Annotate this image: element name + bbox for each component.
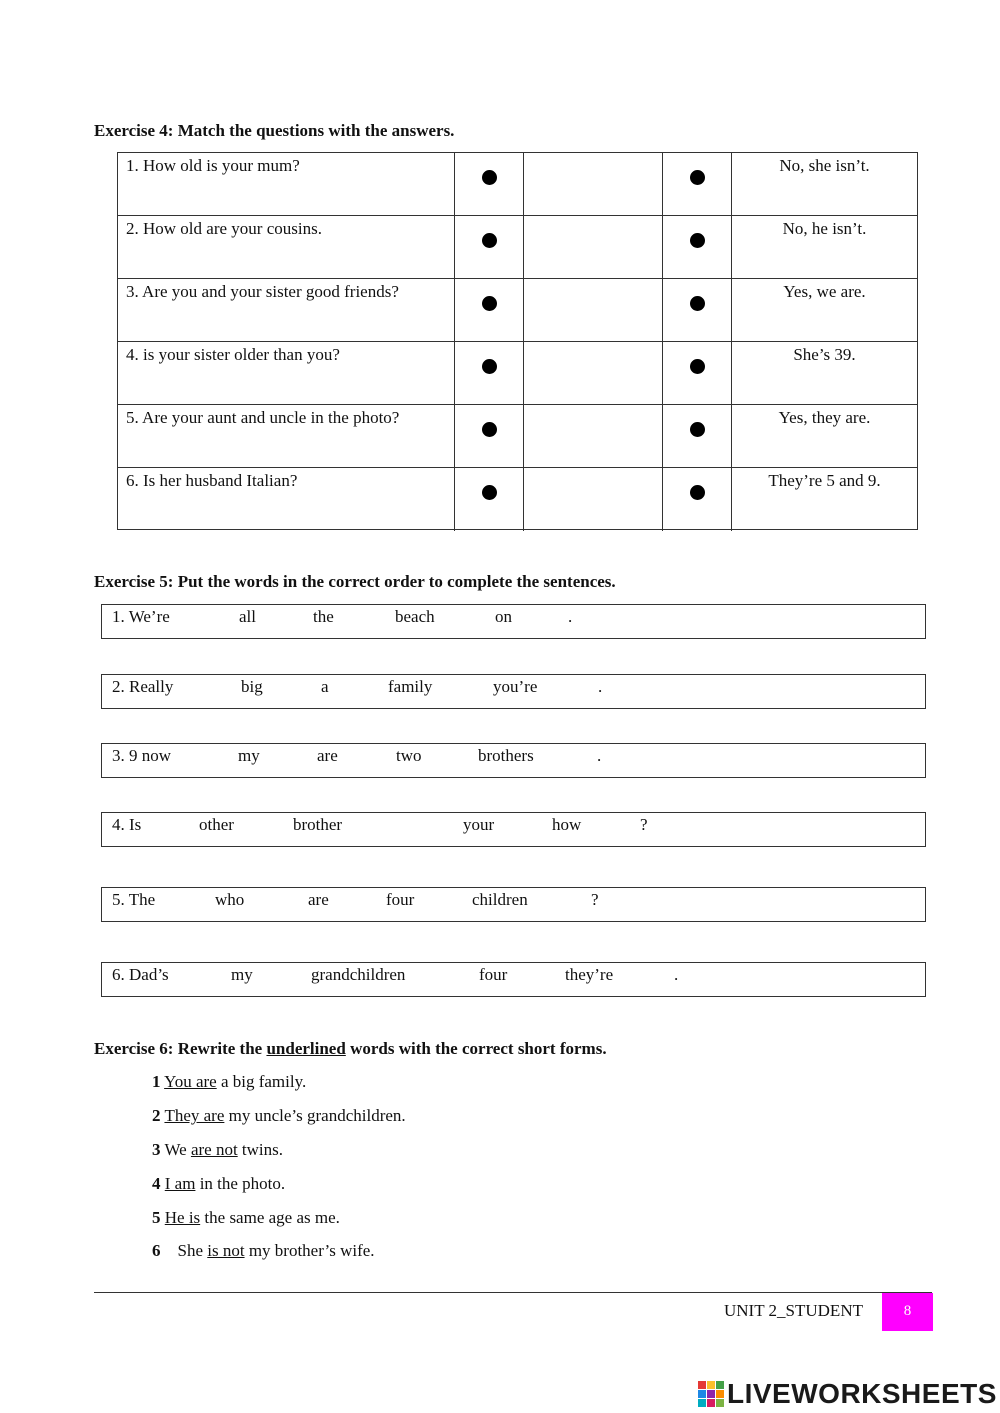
underlined-phrase[interactable]: I am bbox=[164, 1174, 196, 1193]
word-token[interactable]: beach bbox=[395, 607, 435, 626]
right-dot[interactable] bbox=[690, 233, 705, 248]
word-token[interactable]: my bbox=[231, 965, 253, 984]
word-token[interactable]: grandchildren bbox=[311, 965, 406, 984]
word-token[interactable]: how bbox=[552, 815, 582, 834]
word-token[interactable]: 2. Really bbox=[112, 677, 174, 696]
word-token[interactable]: brother bbox=[293, 815, 343, 834]
exercise-4-title: Exercise 4: Match the questions with the answers. bbox=[94, 121, 455, 140]
match-row bbox=[118, 468, 917, 531]
word-token[interactable]: 1. We’re bbox=[112, 607, 170, 626]
logo-text: LIVEWORKSHEETS bbox=[727, 1378, 997, 1409]
word-order-box bbox=[101, 604, 926, 639]
match-row bbox=[118, 342, 917, 405]
word-token[interactable]: . bbox=[674, 965, 679, 984]
question-text: 6. Is her husband Italian? bbox=[118, 468, 455, 531]
underlined-phrase[interactable]: is not bbox=[207, 1241, 245, 1260]
match-row bbox=[118, 279, 917, 342]
question-text: 1. How old is your mum? bbox=[118, 153, 455, 215]
word-token[interactable]: . bbox=[598, 677, 603, 696]
match-gap bbox=[524, 405, 663, 467]
rewrite-item: 2 They are my uncle’s grandchildren. bbox=[152, 1106, 406, 1125]
word-token[interactable]: four bbox=[479, 965, 508, 984]
word-token[interactable]: ? bbox=[591, 890, 599, 909]
word-token[interactable]: a bbox=[321, 677, 329, 696]
word-order-box bbox=[101, 812, 926, 847]
rewrite-item: 1 You are a big family. bbox=[152, 1072, 307, 1091]
question-text: 4. is your sister older than you? bbox=[118, 342, 455, 404]
match-gap bbox=[524, 468, 663, 531]
word-token[interactable]: your bbox=[463, 815, 495, 834]
exercise-5-title: Exercise 5: Put the words in the correct order to complete the sentences. bbox=[94, 572, 616, 591]
word-token[interactable]: 3. 9 now bbox=[112, 746, 172, 765]
word-order-box bbox=[101, 962, 926, 997]
rewrite-item: 3 We are not twins. bbox=[152, 1140, 284, 1159]
question-text: 5. Are your aunt and uncle in the photo? bbox=[118, 405, 455, 467]
match-table bbox=[117, 152, 918, 530]
word-token[interactable]: the bbox=[313, 607, 334, 626]
rewrite-item: 4 I am in the photo. bbox=[152, 1174, 286, 1193]
word-token[interactable]: are bbox=[317, 746, 338, 765]
match-gap bbox=[524, 279, 663, 341]
word-token[interactable]: who bbox=[215, 890, 245, 909]
question-text: 2. How old are your cousins. bbox=[118, 216, 455, 278]
word-token[interactable]: 5. The bbox=[112, 890, 156, 909]
left-dot[interactable] bbox=[482, 170, 497, 185]
match-row bbox=[118, 216, 917, 279]
word-token[interactable]: all bbox=[239, 607, 256, 626]
match-gap bbox=[524, 153, 663, 215]
word-token[interactable]: brothers bbox=[478, 746, 534, 765]
word-token[interactable]: are bbox=[308, 890, 329, 909]
word-token[interactable]: big bbox=[241, 677, 263, 696]
word-token[interactable]: ? bbox=[640, 815, 648, 834]
word-token[interactable]: children bbox=[472, 890, 528, 909]
match-gap bbox=[524, 216, 663, 278]
underlined-phrase[interactable]: are not bbox=[190, 1140, 238, 1159]
underlined-phrase[interactable]: You are bbox=[164, 1072, 217, 1091]
word-token[interactable]: they’re bbox=[565, 965, 614, 984]
word-token[interactable]: 4. Is bbox=[112, 815, 142, 834]
word-token[interactable]: 6. Dad’s bbox=[112, 965, 169, 984]
word-token[interactable]: . bbox=[568, 607, 573, 626]
answer-text: Yes, they are. bbox=[778, 408, 871, 427]
left-dot[interactable] bbox=[482, 296, 497, 311]
word-token[interactable]: family bbox=[388, 677, 433, 696]
word-token[interactable]: on bbox=[495, 607, 512, 626]
left-dot[interactable] bbox=[482, 485, 497, 500]
underlined-phrase[interactable]: He is bbox=[164, 1208, 201, 1227]
footer-divider bbox=[94, 1292, 932, 1293]
word-order-box bbox=[101, 887, 926, 922]
right-dot[interactable] bbox=[690, 422, 705, 437]
right-dot[interactable] bbox=[690, 296, 705, 311]
answer-text: Yes, we are. bbox=[783, 282, 866, 301]
right-dot[interactable] bbox=[690, 359, 705, 374]
answer-text: She’s 39. bbox=[793, 345, 856, 364]
page-number-badge: 8 bbox=[882, 1293, 933, 1331]
word-token[interactable]: . bbox=[597, 746, 602, 765]
rewrite-item: 6 She is not my brother’s wife. bbox=[152, 1241, 375, 1260]
match-row bbox=[118, 153, 917, 216]
footer-unit-label: UNIT 2_STUDENT bbox=[724, 1301, 863, 1320]
left-dot[interactable] bbox=[482, 422, 497, 437]
logo-grid-icon bbox=[698, 1381, 724, 1407]
left-dot[interactable] bbox=[482, 359, 497, 374]
answer-text: No, she isn’t. bbox=[779, 156, 870, 175]
word-token[interactable]: you’re bbox=[493, 677, 538, 696]
word-token[interactable]: my bbox=[238, 746, 260, 765]
exercise-6-title: Exercise 6: Rewrite the underlined words with the correct short forms. bbox=[94, 1039, 607, 1058]
match-gap bbox=[524, 342, 663, 404]
word-token[interactable]: other bbox=[199, 815, 234, 834]
word-token[interactable]: two bbox=[396, 746, 422, 765]
liveworksheets-logo bbox=[698, 1378, 997, 1410]
word-token[interactable]: four bbox=[386, 890, 415, 909]
word-order-box bbox=[101, 674, 926, 709]
answer-text: No, he isn’t. bbox=[782, 219, 867, 238]
question-text: 3. Are you and your sister good friends? bbox=[118, 279, 455, 341]
answer-text: They’re 5 and 9. bbox=[768, 471, 881, 490]
rewrite-item: 5 He is the same age as me. bbox=[152, 1208, 340, 1227]
right-dot[interactable] bbox=[690, 170, 705, 185]
match-row bbox=[118, 405, 917, 468]
right-dot[interactable] bbox=[690, 485, 705, 500]
left-dot[interactable] bbox=[482, 233, 497, 248]
word-order-box bbox=[101, 743, 926, 778]
underlined-phrase[interactable]: They are bbox=[164, 1106, 225, 1125]
